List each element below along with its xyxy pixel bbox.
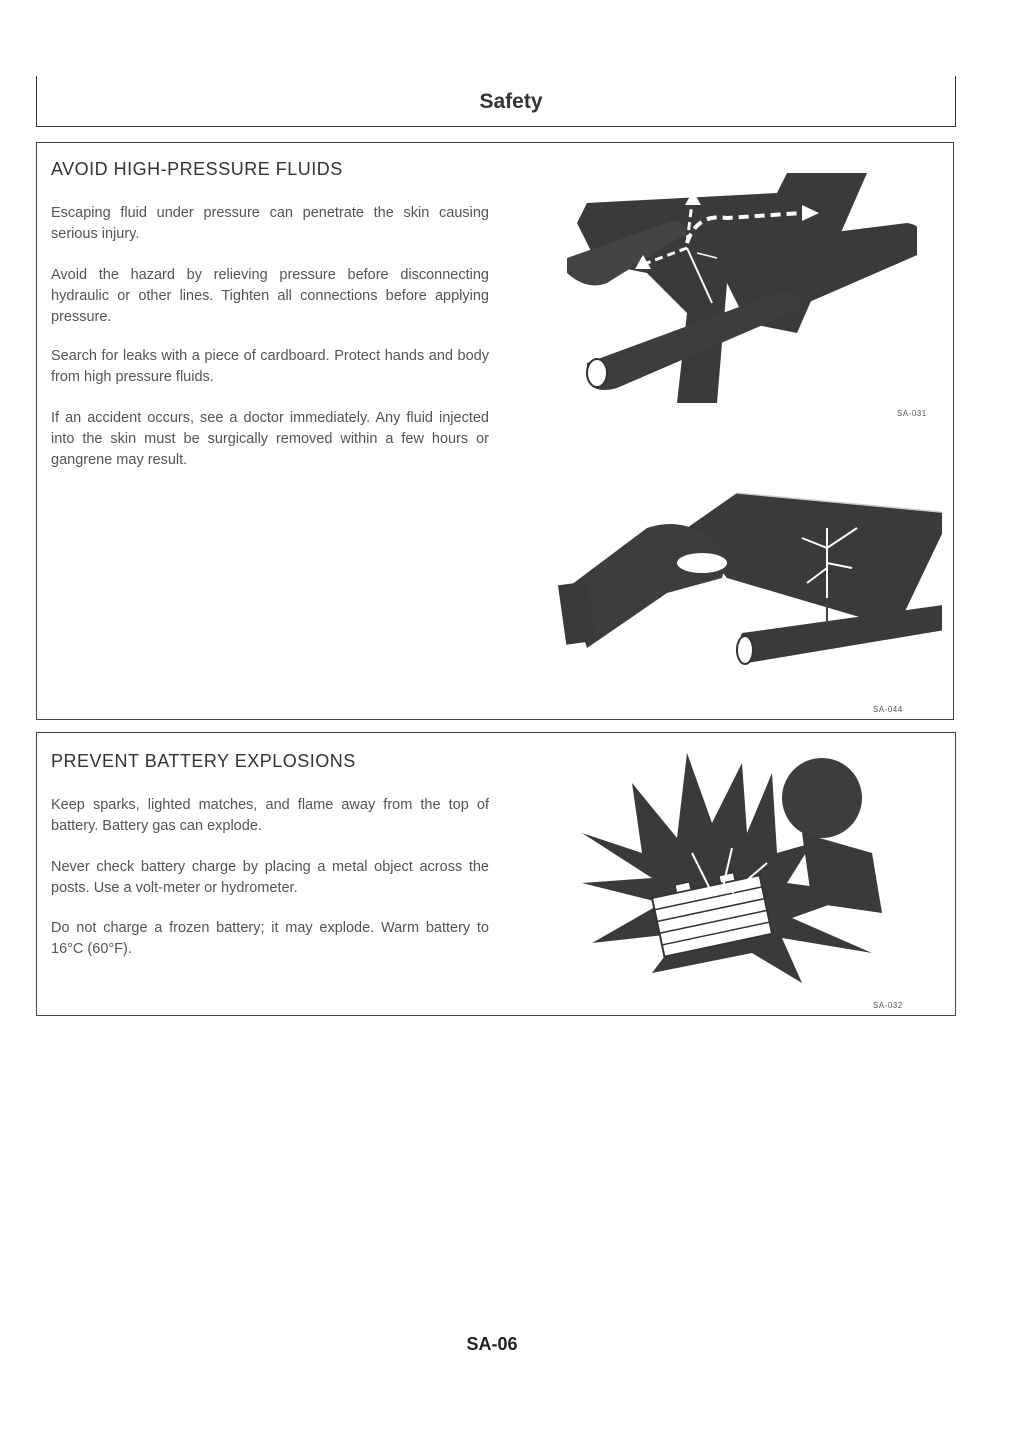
battery-explosion-icon <box>572 743 902 993</box>
page-header <box>36 76 956 127</box>
page-number: SA-06 <box>466 1334 518 1354</box>
paragraph: If an accident occurs, see a doctor immediately. Any fluid injected into the skin must be surgically removed within a few hours or gangrene may result. <box>51 410 489 468</box>
figure-code: SA-044 <box>873 705 903 714</box>
figure-code: SA-031 <box>897 409 927 418</box>
section-title: PREVENT BATTERY EXPLOSIONS <box>51 751 356 771</box>
section-battery-explosions <box>36 732 956 1016</box>
section-high-pressure-fluids <box>36 142 954 720</box>
fluid-penetration-hand-icon <box>547 163 917 403</box>
paragraph: Escaping fluid under pressure can penetrate the skin causing serious injury. <box>51 205 489 242</box>
figure-code: SA-032 <box>873 1001 903 1010</box>
paragraph: Do not charge a frozen battery; it may explode. Warm battery to 16°C (60°F). <box>51 920 489 957</box>
paragraph: Never check battery charge by placing a metal object across the posts. Use a volt-meter or hydrometer. <box>51 859 489 896</box>
paragraph: Search for leaks with a piece of cardboard. Protect hands and body from high pressure fluids. <box>51 348 489 385</box>
paragraph: Keep sparks, lighted matches, and flame away from the top of battery. Battery gas can explode. <box>51 797 489 834</box>
cardboard-leak-check-icon <box>527 488 942 678</box>
section-title: AVOID HIGH-PRESSURE FLUIDS <box>51 159 343 179</box>
page-title: Safety <box>479 90 543 113</box>
paragraph: Avoid the hazard by relieving pressure before disconnecting hydraulic or other lines. Tighten all connections before applying pressure. <box>51 267 489 325</box>
